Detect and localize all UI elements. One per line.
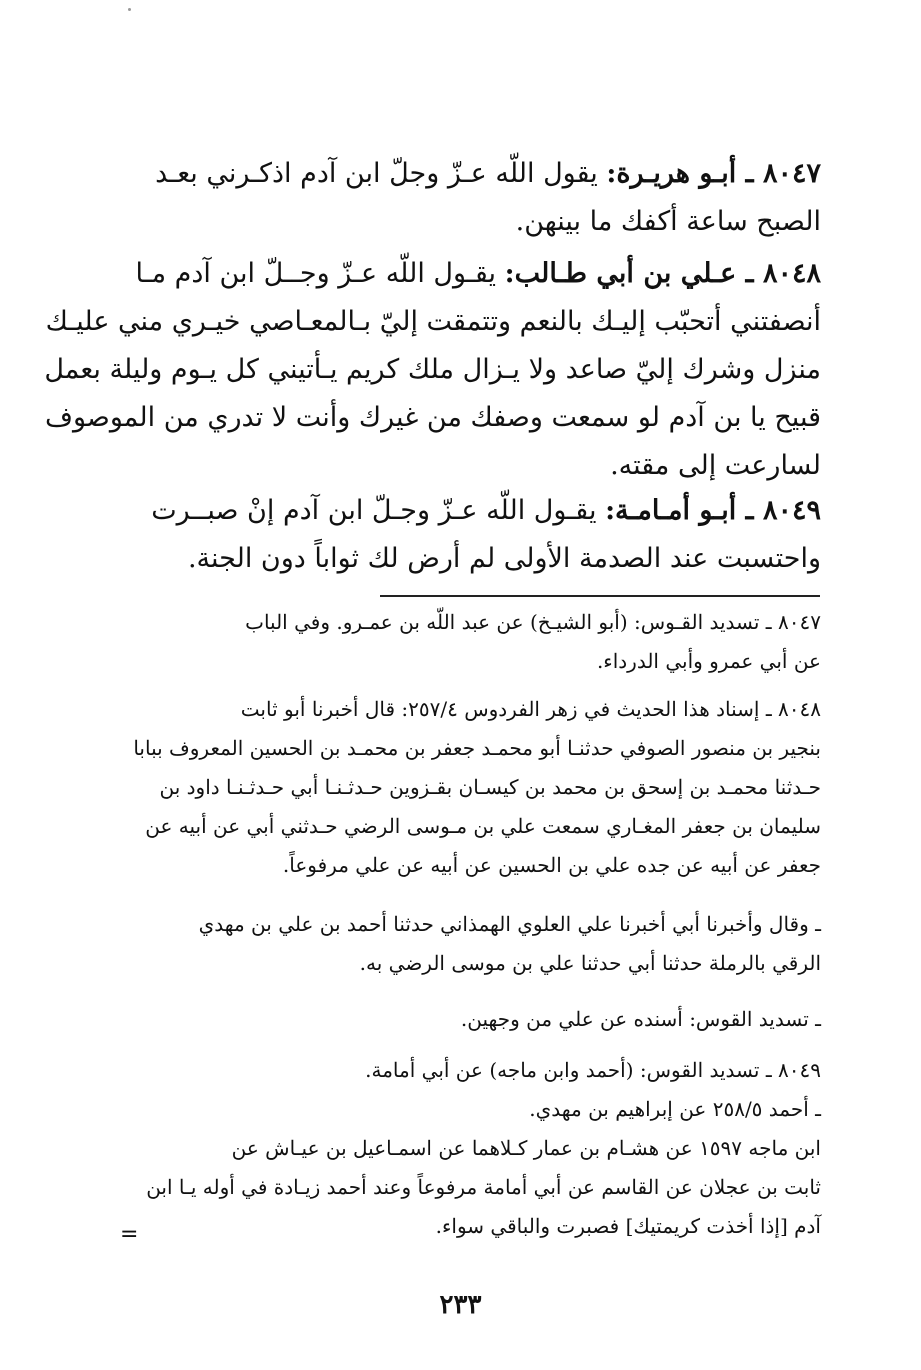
footnote-line: ثابت بن عجلان عن القاسم عن أبي أمامة مرفوعاً وعند أحمد زيـادة في أوله يـا ابن	[146, 1175, 821, 1199]
footnote-line: ابن ماجه ١٥٩٧ عن هشـام بن عمار كـلاهما عن اسمـاعيل بن عيـاش عن	[231, 1136, 821, 1160]
hadith-line: ٨٠٤٩ ـ أبـو أمـامـة: يقـول اللّه عـزّ وجـلّ ابن آدم إنْ صبــرت	[151, 495, 821, 526]
footnote-8047	[146, 603, 821, 681]
footnote-line: الرقي بالرملة حدثنا أبي حدثنا علي بن موسى الرضي به.	[359, 951, 821, 975]
footnote-line: آدم [إذا أخذت كريمتيك] فصبرت والباقي سواء.	[435, 1214, 821, 1238]
continuation-mark: =	[120, 1222, 139, 1247]
hadith-narrator: أبـو أمـامـة:	[605, 495, 737, 526]
hadith-8048	[44, 250, 821, 490]
page-number: ٢٣٣	[439, 1290, 482, 1320]
footnote-line: جعفر عن أبيه عن جده علي بن الحسين عن أبيه عن علي مرفوعاً.	[282, 853, 821, 877]
footnote-line: ٨٠٤٩ ـ تسديد القوس: (أحمد وابن ماجه) عن أبي أمامة.	[365, 1058, 821, 1082]
hadith-narrator: عـلي بن أبي طـالب:	[504, 258, 737, 289]
footnote-separator	[380, 595, 820, 597]
footnote-8048-extra	[146, 905, 821, 983]
hadith-8047	[146, 150, 821, 246]
hadith-line: أنصفتني أتحبّب إليـك بالنعم وتتمقت إليّ بـالمعـاصي خيـري مني عليـك	[45, 306, 821, 337]
footnote-8048-source	[146, 1000, 821, 1039]
hadith-line: ٨٠٤٨ ـ عـلي بن أبي طـالب: يقـول اللّه عـزّ وجــلّ ابن آدم مـا	[135, 258, 821, 289]
footnote-line: ـ وقال وأخبرنا أبي أخبرنا علي العلوي الهمذاني حدثنا أحمد بن علي بن مهدي	[198, 912, 821, 936]
footnote-line: سليمان بن جعفر المغـاري سمعت علي بن مـوسى الرضي حـدثني أبي عن أبيه عن	[145, 814, 821, 838]
hadith-line: الصبح ساعة أكفك ما بينهن.	[515, 206, 821, 237]
hadith-line: منزل وشرك إليّ صاعد ولا يـزال ملك كريم يـأتيني كل يـوم وليلة بعمل	[44, 354, 821, 385]
hadith-number: ٨٠٤٩	[762, 495, 821, 526]
hadith-line: لسارعت إلى مقته.	[610, 450, 821, 481]
footnote-8049	[146, 1051, 821, 1246]
hadith-number: ٨٠٤٨	[762, 258, 821, 289]
footnote-line: ٨٠٤٨ ـ إسناد هذا الحديث في زهر الفردوس ٢٥٧/٤: قال أخبرنا أبو ثابت	[240, 697, 821, 721]
hadith-line: ٨٠٤٧ ـ أبـو هريـرة: يقول اللّه عـزّ وجلّ ابن آدم اذكـرني بعـد	[155, 158, 821, 189]
footnote-8048	[133, 690, 821, 885]
hadith-number: ٨٠٤٧	[762, 158, 821, 189]
footnote-line: عن أبي عمرو وأبي الدرداء.	[596, 649, 821, 673]
hadith-text: يقول اللّه عـزّ وجلّ ابن آدم اذكـرني بعـد	[155, 158, 598, 189]
hadith-text: يقـول اللّه عـزّ وجـلّ ابن آدم إنْ صبــرت	[151, 495, 597, 526]
scan-speck	[128, 8, 131, 11]
hadith-narrator: أبـو هريـرة:	[606, 158, 737, 189]
hadith-line: واحتسبت عند الصدمة الأولى لم أرض لك ثواباً دون الجنة.	[187, 543, 821, 574]
footnote-line: حـدثنا محمـد بن إسحق بن محمد بن كيسـان بقـزوين حـدثـنـا أبي حـدثـنـا داود بن	[159, 775, 821, 799]
footnote-line: ـ أحمد ٢٥٨/٥ عن إبراهيم بن مهدي.	[529, 1097, 821, 1121]
hadith-text: يقـول اللّه عـزّ وجــلّ ابن آدم مـا	[135, 258, 497, 289]
footnote-line: بنجير بن منصور الصوفي حدثنـا أبو محمـد جعفر بن محمـد بن الحسين المعروف ببابا	[133, 736, 821, 760]
footnote-line: ٨٠٤٧ ـ تسديد القـوس: (أبو الشيـخ) عن عبد اللّه بن عمـرو. وفي الباب	[245, 610, 821, 634]
hadith-8049	[146, 487, 821, 583]
footnote-line: ـ تسديد القوس: أسنده عن علي من وجهين.	[460, 1007, 821, 1031]
hadith-line: قبيح يا بن آدم لو سمعت وصفك من غيرك وأنت لا تدري من الموصوف	[45, 402, 821, 433]
